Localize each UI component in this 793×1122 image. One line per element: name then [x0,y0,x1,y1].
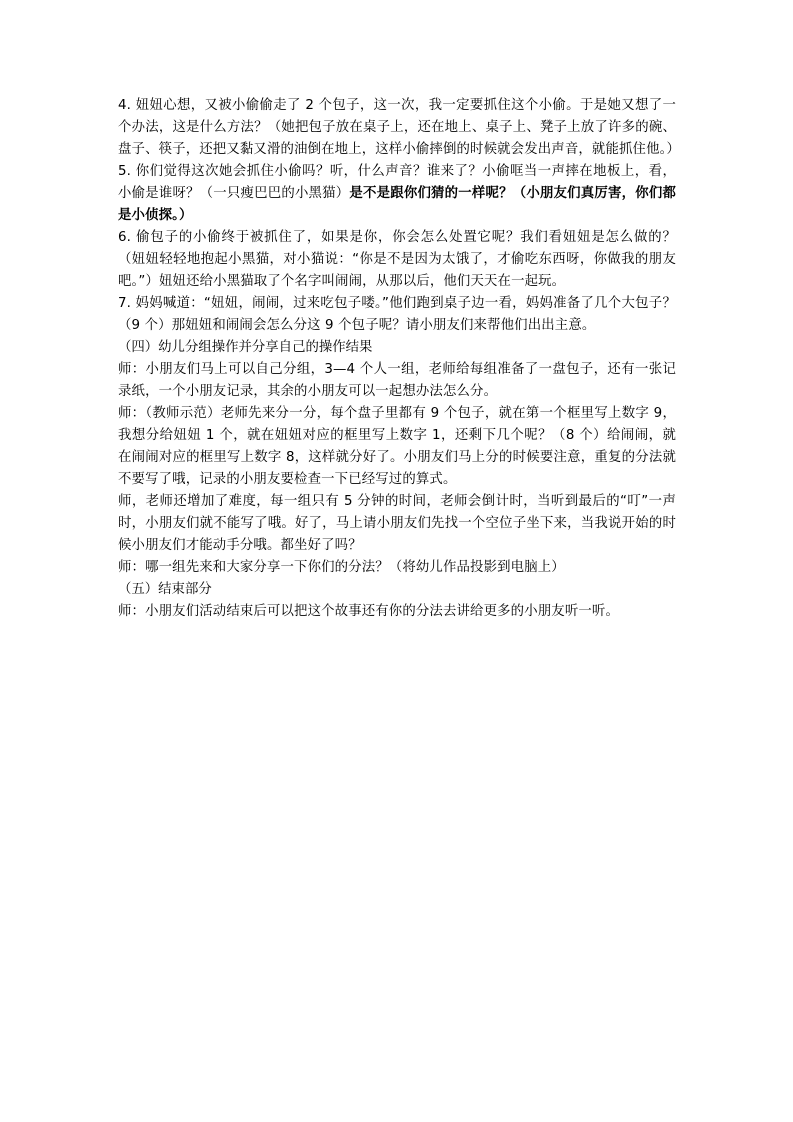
story-paragraph-6 [118,227,676,293]
paragraph-4-text: 4. 妞妞心想，又被小偷偷走了 2 个包子，这一次，我一定要抓住这个小偷。于是她又想了一个办法，这是什么方法？（她把包子放在桌子上，还在地上、桌子上、凳子上放了许多的碗、盘子、筷子，还把又黏又滑的油倒在地上，这样小偷摔倒的时候就会发出声音，就能抓住他。） [118,98,681,157]
paragraph-6-text: 6. 偷包子的小偷终于被抓住了，如果是你，你会怎么处置它呢？我们看妞妞是怎么做的？（妞妞轻轻地抱起小黑猫，对小猫说：“你是不是因为太饿了，才偷吃东西呀，你做我的朋友吧。”）妞妞还给小黑猫取了个名字叫闹闹，从那以后，他们天天在一起玩。 [118,230,676,289]
story-paragraph-7 [118,293,676,337]
section-heading-5 [118,579,676,601]
story-paragraph-5 [118,161,676,227]
paragraph-5-text: 5. 你们觉得这次她会抓住小偷吗？听，什么声音？谁来了？小偷哐当一声摔在地板上，看，小偷是谁呀？（一只瘦巴巴的小黑猫） [118,164,676,201]
section-heading-4 [118,337,676,359]
teacher-paragraph-5 [118,601,676,623]
teacher-paragraph-1-text: 师：小朋友们马上可以自己分组，3—4 个人一组，老师给每组准备了一盘包子，还有一张记录纸，一个小朋友记录，其余的小朋友可以一起想办法怎么分。 [118,362,676,399]
section-heading-4-text: （四）幼儿分组操作并分享自己的操作结果 [118,340,373,355]
teacher-paragraph-1 [118,359,676,403]
document-page [118,95,681,623]
paragraph-5-bold-text: 是不是跟你们猜的一样呢？（小朋友们真厉害，你们都是小侦探。） [118,186,676,223]
teacher-paragraph-3-text: 师，老师还增加了难度，每一组只有 5 分钟的时间，老师会倒计时，当听到最后的“叮”一声时，小朋友们就不能写了哦。好了，马上请小朋友们先找一个空位子坐下来，当我说开始的时候小朋友们才能动手分哦。都坐好了吗？ [118,494,676,553]
teacher-paragraph-3 [118,491,676,557]
teacher-paragraph-5-text: 师：小朋友们活动结束后可以把这个故事还有你的分法去讲给更多的小朋友听一听。 [118,604,620,619]
teacher-paragraph-2 [118,403,676,491]
section-heading-5-text: （五）结束部分 [118,582,212,597]
teacher-paragraph-4 [118,557,676,579]
teacher-paragraph-4-text: 师：哪一组先来和大家分享一下你们的分法？（将幼儿作品投影到电脑上） [118,560,565,575]
story-paragraph-4 [118,95,681,161]
paragraph-7-text: 7. 妈妈喊道：“妞妞，闹闹，过来吃包子喽。”他们跑到桌子边一看，妈妈准备了几个大包子？（9 个）那妞妞和闹闹会怎么分这 9 个包子呢？请小朋友们来帮他们出出主意。 [118,296,676,333]
teacher-paragraph-2-text: 师：（教师示范）老师先来分一分，每个盘子里都有 9 个包子，就在第一个框里写上数字 9，我想分给妞妞 1 个，就在妞妞对应的框里写上数字 1，还剩下几个呢？（8 个）给闹闹，就在闹闹对应的框里写上数字 8，这样就分好了。小朋友们马上分的时候要注意，重复的分法就不要写了哦，记录的小朋友要检查一下已经写过的算式。 [118,406,676,487]
